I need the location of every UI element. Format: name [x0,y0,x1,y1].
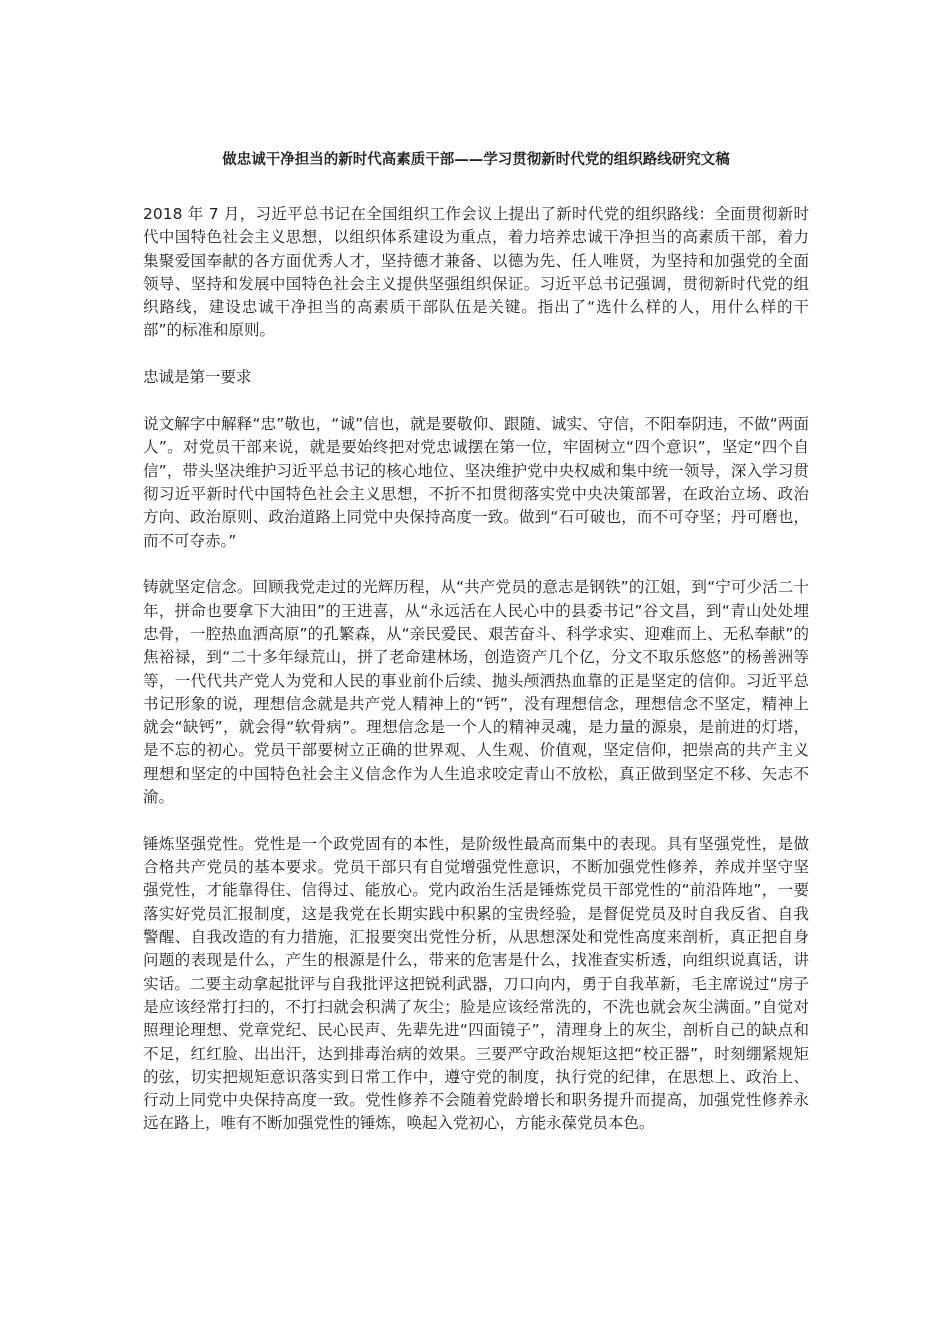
paragraph-loyalty-definition: 说文解字中解释“忠”敬也，“诚”信也，就是要敬仰、跟随、诚实、守信，不阳奉阴违，不做“两面人”。对党员干部来说，就是要始终把对党忠诚摆在第一位，牢固树立“四个意识”，坚定“四个自信”，带头坚决维护习近平总书记的核心地位、坚决维护党中央权威和集中统一领导，深入学习贯彻习近平新时代中国特色社会主义思想，不折不扣贯彻落实党中央决策部署，在政治立场、政治方向、政治原则、政治道路上同党中央保持高度一致。做到“石可破也，而不可夺坚；丹可磨也，而不可夺赤。” [143,415,809,550]
paragraph-firm-belief: 铸就坚定信念。回顾我党走过的光辉历程，从“共产党员的意志是钢铁”的江姐，到“宁可少活二十年，拼命也要拿下大油田”的王进喜，从“永远活在人民心中的县委书记”谷文昌，到“青山处处埋忠骨，一腔热血洒高原”的孔繁森，从“亲民爱民、艰苦奋斗、科学求实、迎难而上、无私奉献”的焦裕禄，到“二十多年绿荒山，拼了老命建林场，创造资产几个亿，分文不取乐悠悠”的杨善洲等等，一代代共产党人为党和人民的事业前仆后续、抛头颅洒热血靠的正是坚定的信仰。习近平总书记形象的说，理想信念就是共产党人精神上的“钙”，没有理想信念，理想信念不坚定，精神上就会“缺钙”，就会得“软骨病”。理想信念是一个人的精神灵魂，是力量的源泉，是前进的灯塔，是不忘的初心。党员干部要树立正确的世界观、人生观、价值观，坚定信仰，把崇高的共产主义理想和坚定的中国特色社会主义信念作为人生追求咬定青山不放松，真正做到坚定不移、矢志不渝。 [143,578,809,807]
intro-paragraph: 2018 年 7 月，习近平总书记在全国组织工作会议上提出了新时代党的组织路线：全面贯彻新时代中国特色社会主义思想，以组织体系建设为重点，着力培养忠诚干净担当的高素质干部，着力集聚爱国奉献的各方面优秀人才，坚持德才兼备、以德为先、任人唯贤，为坚持和加强党的全面领导、坚持和发展中国特色社会主义提供坚强组织保证。习近平总书记强调，贯彻新时代党的组织路线，建设忠诚干净担当的高素质干部队伍是关键。指出了“选什么样的人，用什么样的干部”的标准和原则。 [143,205,809,340]
document-page [143,148,809,1159]
paragraph-party-spirit: 锤炼坚强党性。党性是一个政党固有的本性，是阶级性最高而集中的表现。具有坚强党性，是做合格共产党员的基本要求。党员干部只有自觉增强党性意识，不断加强党性修养，养成并坚守坚强党性，才能靠得住、信得过、能放心。党内政治生活是锤炼党员干部党性的“前沿阵地”，一要落实好党员汇报制度，这是我党在长期实践中积累的宝贵经验，是督促党员及时自我反省、自我警醒、自我改造的有力措施，汇报要突出党性分析，从思想深处和党性高度来剖析，真正把自身问题的表现是什么，产生的根源是什么，带来的危害是什么，找准查实析透，向组织说真话，讲实话。二要主动拿起批评与自我批评这把锐利武器，刀口向内，勇于自我革新，毛主席说过“房子是应该经常打扫的，不打扫就会积满了灰尘；脸是应该经常洗的，不洗也就会灰尘满面。”自觉对照理论理想、党章党纪、民心民声、先辈先进“四面镜子”，清理身上的灰尘，剖析自己的缺点和不足，红红脸、出出汗，达到排毒治病的效果。三要严守政治规矩这把“校正器”，时刻绷紧规矩的弦，切实把规矩意识落实到日常工作中，遵守党的制度，执行党的纪律，在思想上、政治上、行动上同党中央保持高度一致。党性修养不会随着党龄增长和职务提升而提高，加强党性修养永远在路上，唯有不断加强党性的锤炼，唤起入党初心，方能永葆党员本色。 [143,834,809,1133]
section-heading: 忠诚是第一要求 [143,368,252,387]
document-title: 做忠诚干净担当的新时代高素质干部——学习贯彻新时代党的组织路线研究文稿 [222,152,730,168]
